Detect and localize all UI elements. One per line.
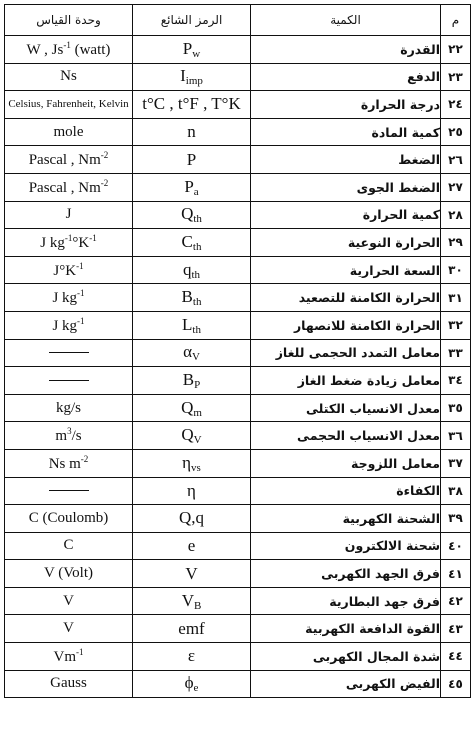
symbol-main: Q,q [178,508,205,528]
symbol-cell [133,63,251,91]
unit-cell [5,670,133,698]
unit-cell [5,560,133,588]
symbol-subscript: P [194,378,201,391]
symbol-cell [133,91,251,119]
row-number-cell: ٢٢ [441,36,471,64]
row-number-cell: ٢٥ [441,118,471,146]
table-row [5,63,471,91]
quantity-cell: الضغط الجوى [251,173,441,201]
row-number-cell: ٣٩ [441,505,471,533]
symbol-subscript: th [192,323,201,336]
symbol-main: e [187,535,196,555]
table-row [5,146,471,174]
quantity-cell: القوة الدافعة الكهربية [251,615,441,643]
row-number-cell: ٣٠ [441,256,471,284]
row-number-cell: ٤١ [441,560,471,588]
quantity-cell: كمية الحرارة [251,201,441,229]
no-unit-dash [49,380,89,381]
quantity-cell: معدل الانسياب الكتلى [251,394,441,422]
table-row [5,311,471,339]
symbol-main: t°C , t°F , T°K [142,94,241,114]
quantity-cell: معامل التمدد الحجمى للغاز [251,339,441,367]
unit-cell [5,394,133,422]
symbol-main: L [182,314,193,334]
symbol-main: Q [181,204,194,224]
unit-cell [5,615,133,643]
table-row [5,670,471,698]
symbol-main: ϕ [184,673,194,693]
symbol-cell [133,394,251,422]
symbol-main: V [181,590,194,610]
symbol-main: α [183,342,192,362]
unit-unit: J [65,206,72,223]
row-number-cell: ٣١ [441,284,471,312]
unit-cell [5,146,133,174]
unit-unit: J°K [53,262,77,279]
symbol-cell [133,339,251,367]
table-row [5,36,471,64]
table-row [5,505,471,533]
quantity-cell: شحنة الالكترون [251,532,441,560]
quantity-cell: معدل الانسياب الحجمى [251,422,441,450]
quantity-cell: درجة الحرارة [251,91,441,119]
unit-unit-sup: -1 [77,288,85,299]
table-row [5,91,471,119]
table-header-row [5,5,471,36]
symbol-subscript: a [193,185,199,198]
symbol-cell [133,422,251,450]
symbol-subscript: V [193,434,202,447]
quantity-cell: الحرارة الكامنة للانصهار [251,311,441,339]
symbol-main: n [187,122,196,142]
table-row [5,201,471,229]
unit-unit-sup: -2 [100,177,109,188]
row-number-cell: ٣٣ [441,339,471,367]
symbol-subscript: e [193,682,199,695]
unit-unit-mid: °K [72,234,90,251]
row-number-cell: ٣٧ [441,449,471,477]
symbol-subscript: V [191,351,200,364]
symbol-subscript: th [193,213,202,226]
row-number-cell: ٤٢ [441,587,471,615]
unit-cell [5,477,133,505]
symbol-cell [133,173,251,201]
symbol-subscript: th [191,268,201,281]
unit-unit-sup: -1 [76,646,84,657]
unit-unit-sup: -1 [64,232,73,243]
symbol-cell [133,615,251,643]
symbol-cell [133,118,251,146]
quantity-cell: معامل زيادة ضغط الغاز [251,367,441,395]
table-row [5,256,471,284]
symbol-cell [133,311,251,339]
unit-unit-tail: /s [71,428,82,445]
row-number-cell: ٤٣ [441,615,471,643]
symbol-cell [133,670,251,698]
table-row [5,560,471,588]
unit-unit-sup2: -1 [89,232,97,243]
symbol-subscript: th [192,240,202,253]
quantity-cell: الضغط [251,146,441,174]
quantities-table-sheet [4,4,470,737]
unit-unit: Celsius, Fahrenheit, Kelvin [8,98,129,111]
symbol-cell [133,201,251,229]
table-row [5,422,471,450]
unit-cell [5,173,133,201]
unit-unit: C (Coulomb) [28,509,109,526]
quantities-table [4,4,471,698]
unit-cell [5,63,133,91]
symbol-cell [133,587,251,615]
unit-unit: V (Volt) [43,565,94,582]
table-row [5,587,471,615]
quantity-cell: الحرارة الكامنة للتصعيد [251,284,441,312]
table-row [5,173,471,201]
symbol-cell [133,477,251,505]
quantity-cell: الفيض الكهربى [251,670,441,698]
symbol-subscript: w [192,47,201,60]
unit-cell [5,587,133,615]
row-number-cell: ٤٠ [441,532,471,560]
unit-unit-sup: 3 [67,426,72,437]
symbol-main: C [181,231,193,251]
unit-cell [5,449,133,477]
table-row [5,394,471,422]
quantity-cell: شدة المجال الكهربى [251,643,441,671]
quantity-cell: معامل اللزوجة [251,449,441,477]
row-number-cell: ٤٤ [441,643,471,671]
symbol-subscript: m [193,406,202,419]
unit-cell [5,91,133,119]
table-row [5,532,471,560]
symbol-main: B [182,369,195,389]
symbol-main: ε [187,646,196,666]
row-number-cell: ٢٦ [441,146,471,174]
symbol-cell [133,560,251,588]
symbol-main: B [181,287,193,307]
symbol-main: V [185,563,198,583]
unit-cell [5,36,133,64]
unit-unit: Gauss [50,675,87,692]
unit-unit: C [63,537,74,554]
symbol-cell [133,36,251,64]
symbol-cell [133,643,251,671]
symbol-subscript: th [192,296,202,309]
symbol-main: q [182,259,192,279]
header-quantity: الكمية [251,5,441,36]
quantity-cell: فرق الجهد الكهربى [251,560,441,588]
row-number-cell: ٢٤ [441,91,471,119]
unit-unit: V [63,592,74,609]
unit-cell [5,229,133,257]
quantity-cell: السعة الحرارية [251,256,441,284]
row-number-cell: ٢٣ [441,63,471,91]
symbol-cell [133,256,251,284]
quantity-cell: الحرارة النوعية [251,229,441,257]
table-row [5,615,471,643]
symbol-main: Q [181,397,194,417]
symbol-main: emf [178,618,205,638]
symbol-cell [133,449,251,477]
unit-unit: Pascal , Nm [28,179,101,196]
symbol-cell [133,532,251,560]
table-row [5,367,471,395]
symbol-subscript: vs [191,461,201,474]
unit-cell [5,311,133,339]
quantity-cell: كمية المادة [251,118,441,146]
row-number-cell: ٤٥ [441,670,471,698]
row-number-cell: ٣٢ [441,311,471,339]
symbol-cell [133,367,251,395]
quantity-cell: القدرة [251,36,441,64]
symbol-cell [133,146,251,174]
row-number-cell: ٣٨ [441,477,471,505]
table-row [5,118,471,146]
symbol-cell [133,505,251,533]
symbol-subscript: B [193,599,202,612]
symbol-cell [133,284,251,312]
unit-unit-sup: -2 [100,150,109,161]
unit-unit: J kg [52,317,78,334]
symbol-cell [133,229,251,257]
unit-unit-sup: -1 [63,39,71,50]
unit-cell [5,643,133,671]
unit-unit: J kg [40,234,65,251]
unit-unit: mole [53,123,84,140]
unit-unit-tail: (watt) [70,41,111,58]
symbol-main: P [182,38,193,58]
unit-unit: Vm [53,648,76,665]
header-number: م [441,5,471,36]
table-row [5,284,471,312]
unit-cell [5,532,133,560]
unit-cell [5,422,133,450]
quantity-cell: الدفع [251,63,441,91]
symbol-main: P [184,176,194,196]
no-unit-dash [49,352,89,353]
symbol-subscript: imp [185,75,203,88]
unit-unit: W , Js [26,41,64,58]
unit-cell [5,256,133,284]
table-row [5,643,471,671]
unit-unit: kg/s [55,399,81,416]
unit-cell [5,284,133,312]
unit-unit: m [55,428,68,445]
table-row [5,477,471,505]
header-symbol: الرمز الشائع [133,5,251,36]
unit-cell [5,367,133,395]
unit-unit-sup: -2 [80,453,89,464]
unit-unit: Ns [60,68,77,85]
no-unit-dash [49,490,89,491]
unit-cell [5,118,133,146]
table-row [5,449,471,477]
table-row [5,339,471,367]
quantity-cell: فرق جهد البطارية [251,587,441,615]
quantity-cell: الكفاءة [251,477,441,505]
unit-unit: Pascal , Nm [28,152,101,169]
row-number-cell: ٣٤ [441,367,471,395]
symbol-main: I [180,66,186,86]
unit-unit: V [63,620,74,637]
symbol-main: Q [181,425,194,445]
row-number-cell: ٢٩ [441,229,471,257]
quantity-cell: الشحنة الكهربية [251,505,441,533]
unit-unit-sup: -1 [76,260,84,271]
table-row [5,229,471,257]
unit-unit: J kg [52,290,78,307]
unit-cell [5,339,133,367]
symbol-main: P [186,149,197,169]
unit-cell [5,201,133,229]
table-body [5,36,471,698]
row-number-cell: ٢٨ [441,201,471,229]
row-number-cell: ٣٥ [441,394,471,422]
row-number-cell: ٣٦ [441,422,471,450]
header-unit: وحدة القياس [5,5,133,36]
row-number-cell: ٢٧ [441,173,471,201]
unit-unit: Ns m [48,455,81,472]
unit-unit-sup: -1 [77,315,85,326]
symbol-main: η [187,480,196,500]
unit-cell [5,505,133,533]
symbol-main: η [182,452,192,472]
